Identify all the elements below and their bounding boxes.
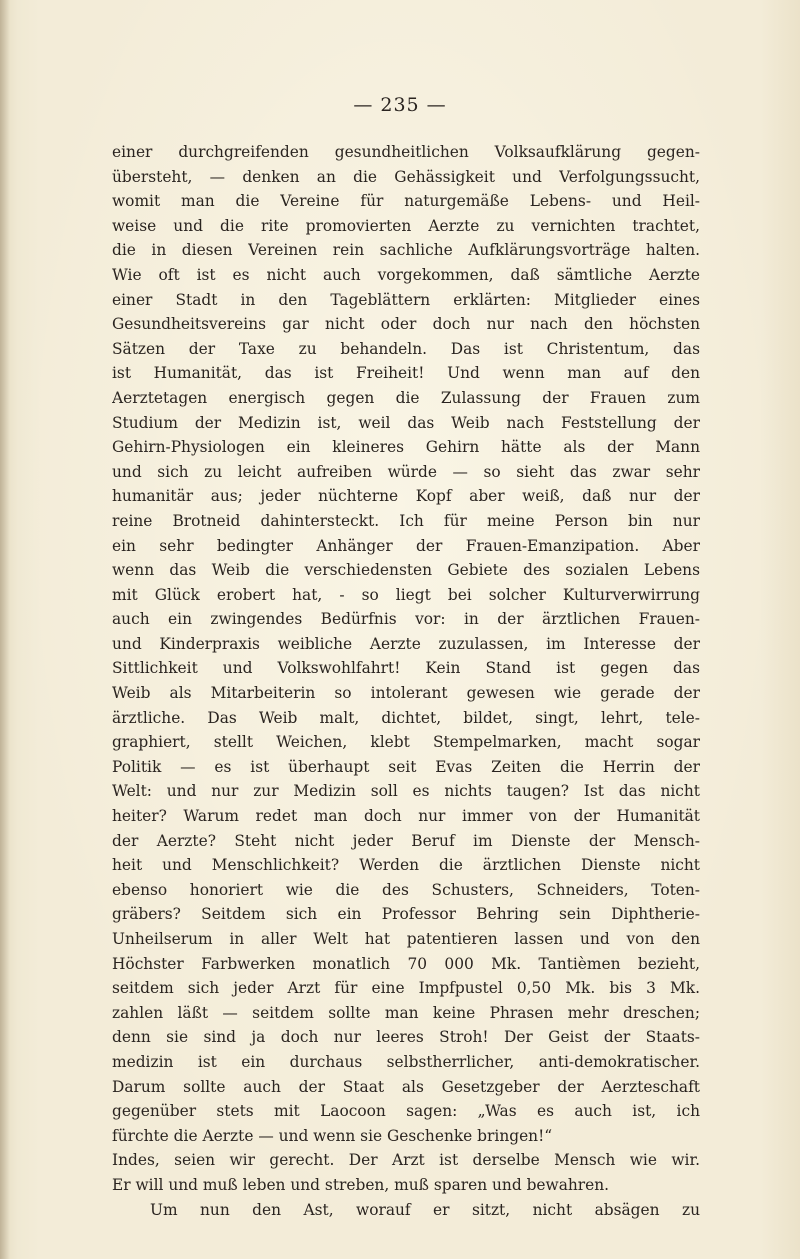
- text-line: ärztliche. Das Weib malt, dichtet, bildet, singt, lehrt, tele-: [112, 708, 700, 727]
- text-line: Indes, seien wir gerecht. Der Arzt ist derselbe Mensch wie wir.: [112, 1151, 700, 1170]
- text-line: Sätzen der Taxe zu behandeln. Das ist Christentum, das: [112, 339, 700, 358]
- text-line: wenn das Weib die verschiedensten Gebiete des sozialen Lebens: [112, 561, 700, 580]
- text-line: gräbers? Seitdem sich ein Professor Behring sein Diphtherie-: [112, 905, 700, 924]
- text-line: heiter? Warum redet man doch nur immer von der Humanität: [112, 807, 700, 826]
- body-text: [112, 140, 700, 1222]
- text-line: seitdem sich jeder Arzt für eine Impfpustel 0,50 Mk. bis 3 Mk.: [112, 979, 700, 998]
- text-line: Höchster Farbwerken monatlich 70 000 Mk. Tantièmen bezieht,: [112, 954, 700, 973]
- text-line: Studium der Medizin ist, weil das Weib nach Feststellung der: [112, 413, 700, 432]
- text-line: Darum sollte auch der Staat als Gesetzgeber der Aerzteschaft: [112, 1077, 700, 1096]
- text-line: fürchte die Aerzte — und wenn sie Geschenke bringen!“: [112, 1126, 553, 1145]
- text-line: heit und Menschlichkeit? Werden die ärztlichen Dienste nicht: [112, 856, 700, 875]
- text-line: der Aerzte? Steht nicht jeder Beruf im Dienste der Mensch-: [112, 831, 700, 850]
- text-line: übersteht, — denken an die Gehässigkeit und Verfolgungssucht,: [112, 167, 700, 186]
- page-gutter-shadow: [0, 0, 10, 1259]
- text-line: zahlen läßt — seitdem sollte man keine Phrasen mehr dreschen;: [112, 1003, 700, 1022]
- text-line: ebenso honoriert wie die des Schusters, Schneiders, Toten-: [112, 880, 700, 899]
- text-line: auch ein zwingendes Bedürfnis vor: in der ärztlichen Frauen-: [112, 610, 700, 629]
- text-line: weise und die rite promovierten Aerzte zu vernichten trachtet,: [112, 216, 700, 235]
- text-line: Um nun den Ast, worauf er sitzt, nicht absägen zu: [150, 1200, 700, 1219]
- text-line: Weib als Mitarbeiterin so intolerant gewesen wie gerade der: [112, 684, 700, 703]
- text-line: einer Stadt in den Tageblättern erklärten: Mitglieder eines: [112, 290, 700, 309]
- text-line: ist Humanität, das ist Freiheit! Und wenn man auf den: [112, 364, 700, 383]
- text-line: medizin ist ein durchaus selbstherrlicher, anti-demokratischer.: [112, 1052, 700, 1071]
- text-line: und sich zu leicht aufreiben würde — so sieht das zwar sehr: [112, 462, 700, 481]
- text-line: reine Brotneid dahintersteckt. Ich für meine Person bin nur: [112, 511, 700, 530]
- text-line: Wie oft ist es nicht auch vorgekommen, daß sämtliche Aerzte: [112, 265, 700, 284]
- text-line: humanitär aus; jeder nüchterne Kopf aber weiß, daß nur der: [112, 487, 700, 506]
- text-line: graphiert, stellt Weichen, klebt Stempelmarken, macht sogar: [112, 733, 700, 752]
- text-line: und Kinderpraxis weibliche Aerzte zuzulassen, im Interesse der: [112, 634, 700, 653]
- text-line: Er will und muß leben und streben, muß sparen und bewahren.: [112, 1175, 610, 1194]
- text-line: ein sehr bedingter Anhänger der Frauen-Emanzipation. Aber: [112, 536, 700, 555]
- text-line: einer durchgreifenden gesundheitlichen Volksaufklärung gegen-: [112, 143, 700, 161]
- text-line: die in diesen Vereinen rein sachliche Aufklärungsvorträge halten.: [112, 241, 700, 260]
- text-line: Gesundheitsvereins gar nicht oder doch nur nach den höchsten: [112, 315, 700, 334]
- text-line: denn sie sind ja doch nur leeres Stroh! Der Geist der Staats-: [112, 1028, 700, 1047]
- text-line: Aerztetagen energisch gegen die Zulassung der Frauen zum: [112, 388, 700, 407]
- text-line: mit Glück erobert hat, - so liegt bei solcher Kulturverwirrung: [112, 585, 700, 604]
- text-line: Welt: und nur zur Medizin soll es nichts taugen? Ist das nicht: [112, 782, 700, 801]
- text-line: womit man die Vereine für naturgemäße Lebens- und Heil-: [112, 192, 700, 211]
- text-line: Unheilserum in aller Welt hat patentieren lassen und von den: [112, 930, 700, 948]
- text-line: Sittlichkeit und Volkswohlfahrt! Kein Stand ist gegen das: [112, 659, 700, 678]
- text-line: Politik — es ist überhaupt seit Evas Zeiten die Herrin der: [112, 757, 700, 776]
- page-number: — 235 —: [353, 94, 447, 116]
- text-line: Gehirn-Physiologen ein kleineres Gehirn hätte als der Mann: [112, 438, 700, 457]
- text-line: gegenüber stets mit Laocoon sagen: „Was es auch ist, ich: [112, 1102, 700, 1121]
